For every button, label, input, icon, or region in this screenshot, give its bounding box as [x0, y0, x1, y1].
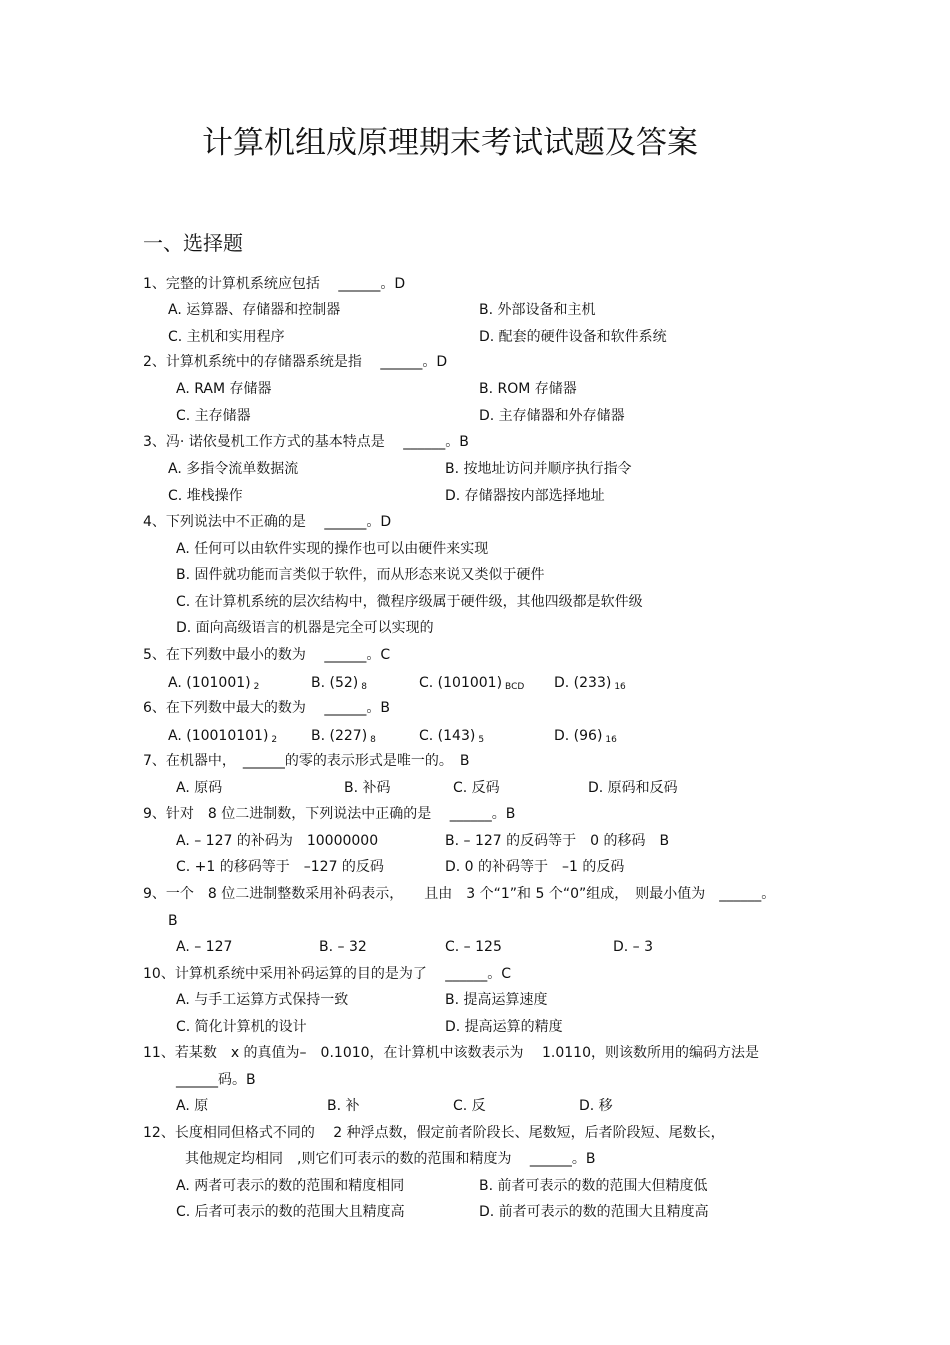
question-stem: 2、计算机系统中的存储器系统是指 ______。D [143, 354, 448, 370]
option: A. RAM 存储器 [176, 381, 272, 397]
option [554, 674, 626, 696]
option: B. 补 [327, 1098, 360, 1114]
document-title: 计算机组成原理期末考试试题及答案 [202, 125, 698, 161]
question-stem-continued: B [168, 913, 178, 929]
question-stem-continued: ______码。B [176, 1072, 256, 1088]
option: B. 固件就功能而言类似于软件，而从形态来说又类似于硬件 [176, 567, 545, 583]
option: A. 运算器、存储器和控制器 [168, 302, 341, 318]
question-stem: 6、在下列数中最大的数为 ______。B [143, 700, 390, 716]
option [554, 727, 617, 749]
option-value: A. (10010101) [168, 728, 269, 744]
option: D. 提高运算的精度 [445, 1019, 563, 1035]
base-subscript: 5 [478, 735, 485, 745]
option-value: A. (101001) [168, 675, 251, 691]
question-stem: 4、下列说法中不正确的是 ______。D [143, 514, 392, 530]
option: C. 后者可表示的数的范围大且精度高 [176, 1204, 405, 1220]
option: B. 提高运算速度 [445, 992, 548, 1008]
option: A. 任何可以由软件实现的操作也可以由硬件来实现 [176, 541, 489, 557]
option-value: B. (52) [311, 675, 359, 691]
base-subscript: 8 [370, 735, 376, 745]
base-subscript: BCD [505, 682, 525, 692]
option: D. 前者可表示的数的范围大且精度高 [479, 1204, 709, 1220]
question-stem: 5、在下列数中最小的数为 ______。C [143, 647, 391, 663]
option: D. 0 的补码等于 –1 的反码 [445, 859, 625, 875]
option: A. 原码 [176, 780, 223, 796]
option [311, 727, 376, 749]
option: B. – 32 [319, 939, 367, 955]
option: A. 原 [176, 1098, 209, 1114]
option: C. 简化计算机的设计 [176, 1019, 307, 1035]
base-subscript: 2 [271, 735, 278, 745]
question-stem-continued: 其他规定均相同 ,则它们可表示的数的范围和精度为 ______。B [185, 1151, 596, 1167]
question-stem: 12、长度相同但格式不同的 2 种浮点数，假定前者阶段长、尾数短，后者阶段短、尾数长， [143, 1125, 725, 1141]
option: D. 主存储器和外存储器 [479, 408, 625, 424]
base-subscript: 16 [605, 735, 617, 745]
option: C. 主存储器 [176, 408, 251, 424]
option: D. 原码和反码 [588, 780, 678, 796]
option: C. 主机和实用程序 [168, 329, 285, 345]
option: B. 补码 [344, 780, 391, 796]
option [168, 727, 277, 749]
option [419, 727, 484, 749]
question-stem: 11、若某数 x 的真值为– 0.1010，在计算机中该数表示为 1.0110，则该数所用的编码方法是 [143, 1045, 759, 1061]
option: B. ROM 存储器 [479, 381, 577, 397]
option: A. – 127 的补码为 10000000 [176, 833, 379, 849]
option: D. 面向高级语言的机器是完全可以实现的 [176, 620, 434, 636]
question-stem: 10、计算机系统中采用补码运算的目的是为了 ______。C [143, 966, 512, 982]
option [311, 674, 367, 696]
base-subscript: 16 [614, 682, 626, 692]
option: A. – 127 [176, 939, 233, 955]
option: C. +1 的移码等于 –127 的反码 [176, 859, 384, 875]
option: A. 多指令流单数据流 [168, 461, 299, 477]
option: D. 存储器按内部选择地址 [445, 488, 605, 504]
option: C. 反 [453, 1098, 486, 1114]
option: D. 移 [579, 1098, 613, 1114]
option-value: D. (233) [554, 675, 612, 691]
option: A. 与手工运算方式保持一致 [176, 992, 349, 1008]
option: C. 在计算机系统的层次结构中，微程序级属于硬件级，其他四级都是软件级 [176, 594, 643, 610]
section-heading: 一、选择题 [143, 231, 243, 255]
option-value: C. (101001) [419, 675, 503, 691]
question-stem: 9、一个 8 位二进制整数采用补码表示， 且由 3 个“1”和 5 个“0”组成， 则最小值为 ______。 [143, 886, 776, 902]
option: C. 堆栈操作 [168, 488, 243, 504]
option: C. – 125 [445, 939, 502, 955]
option: B. 按地址访问并顺序执行指令 [445, 461, 632, 477]
option [419, 674, 524, 696]
option: C. 反码 [453, 780, 500, 796]
option-value: D. (96) [554, 728, 603, 744]
question-stem: 1、完整的计算机系统应包括 ______。D [143, 276, 406, 292]
question-stem: 9、针对 8 位二进制数，下列说法中正确的是 ______。B [143, 806, 516, 822]
base-subscript: 2 [253, 682, 260, 692]
base-subscript: 8 [361, 682, 367, 692]
option: D. – 3 [613, 939, 654, 955]
option-value: B. (227) [311, 728, 368, 744]
option: B. 前者可表示的数的范围大但精度低 [479, 1178, 708, 1194]
option: A. 两者可表示的数的范围和精度相同 [176, 1178, 405, 1194]
option-value: C. (143) [419, 728, 476, 744]
option: B. 外部设备和主机 [479, 302, 596, 318]
option [168, 674, 259, 696]
option: D. 配套的硬件设备和软件系统 [479, 329, 667, 345]
option: B. – 127 的反码等于 0 的移码 B [445, 833, 670, 849]
question-stem: 7、在机器中， ______的零的表示形式是唯一的。 B [143, 753, 470, 769]
question-stem: 3、冯· 诺依曼机工作方式的基本特点是 ______。B [143, 434, 469, 450]
